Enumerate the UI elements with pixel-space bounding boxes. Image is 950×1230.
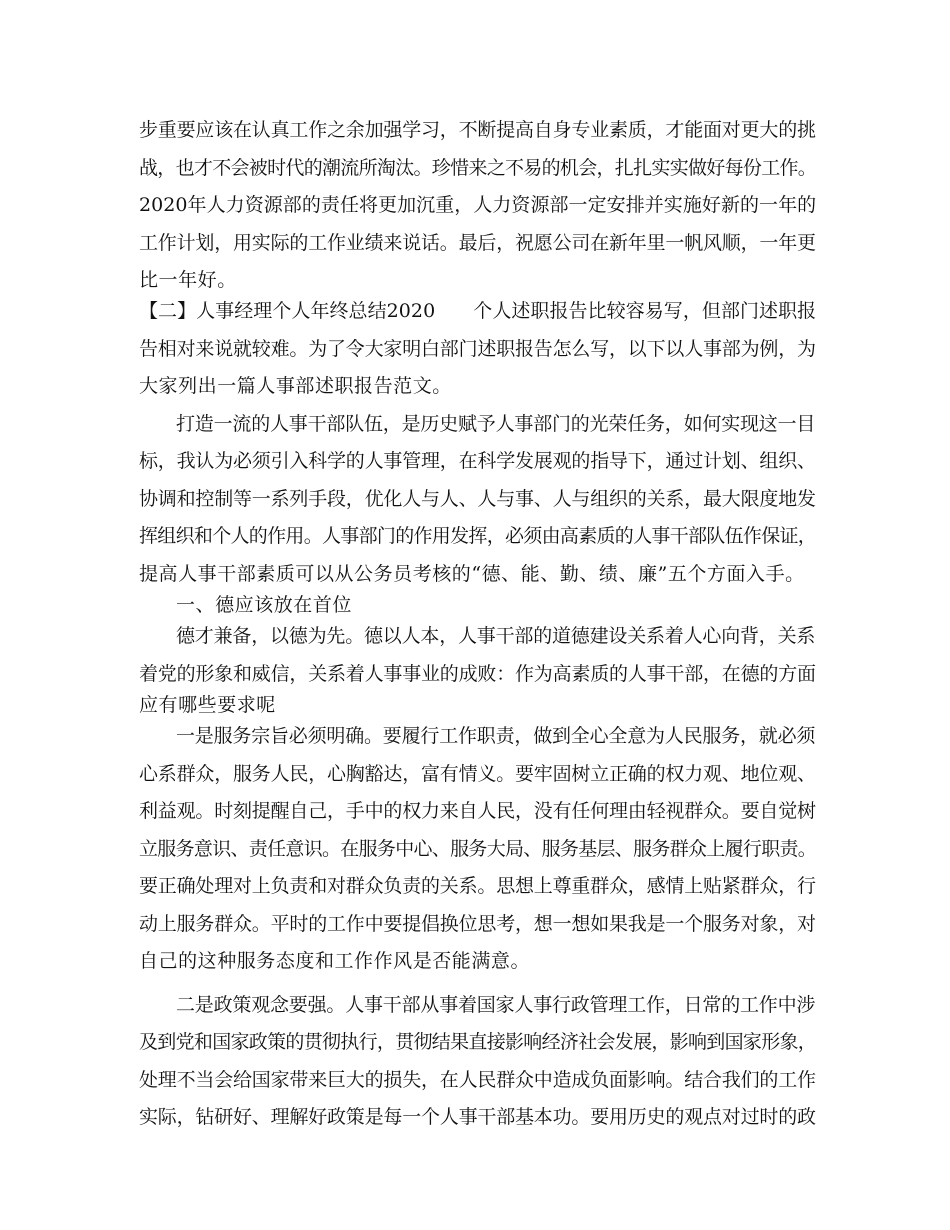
text-line: 大家列出一篇人事部述职报告范文。 xyxy=(139,375,452,397)
text-line: 挥组织和个人的作用。人事部门的作用发挥，必须由高素质的人事干部队伍作保证， xyxy=(139,525,817,547)
text-line: 比一年好。 xyxy=(139,269,237,291)
text-line: 工作计划，用实际的工作业绩来说话。最后，祝愿公司在新年里一帆风顺，一年更 xyxy=(139,232,816,254)
text-line: 自己的这种服务态度和工作作风是否能满意。 xyxy=(139,950,531,972)
text-line: 标，我认为必须引入科学的人事管理，在科学发展观的指导下，通过计划、组织、 xyxy=(139,450,816,472)
text-line: 动上服务群众。平时的工作中要提倡换位思考，想一想如果我是一个服务对象，对 xyxy=(139,913,816,935)
text-line: 处理不当会给国家带来巨大的损失，在人民群众中造成负面影响。结合我们的工作 xyxy=(139,1069,816,1091)
text-line: 2020年人力资源部的责任将更加沉重，人力资源部一定安排并实施好新的一年的 xyxy=(139,194,817,216)
paragraph-start-line: 二是政策观念要强。人事干部从事着国家人事行政管理工作，日常的工作中涉 xyxy=(176,994,816,1016)
paragraph-start-line: 打造一流的人事干部队伍，是历史赋予人事部门的光荣任务，如何实现这一目 xyxy=(176,413,816,435)
text-line: 着党的形象和威信，关系着人事事业的成败：作为高素质的人事干部，在德的方面 xyxy=(139,663,816,685)
subheading-line: 一、德应该放在首位 xyxy=(176,594,352,616)
section-heading-line: 【二】人事经理个人年终总结2020 个人述职报告比较容易写，但部门述职报 xyxy=(139,300,817,322)
text-line: 要正确处理对上负责和对群众负责的关系。思想上尊重群众，感情上贴紧群众，行 xyxy=(139,875,816,897)
text-line: 及到党和国家政策的贯彻执行，贯彻结果直接影响经济社会发展，影响到国家形象， xyxy=(139,1031,817,1053)
text-line: 利益观。时刻提醒自己，手中的权力来自人民，没有任何理由轻视群众。要自觉树 xyxy=(139,800,816,822)
text-line: 提高人事干部素质可以从公务员考核的“德、能、勤、绩、廉”五个方面入手。 xyxy=(139,563,805,585)
text-line: 战，也才不会被时代的潮流所淘汰。珍惜来之不易的机会，扎扎实实做好每份工作。 xyxy=(139,157,817,179)
text-line: 实际，钻研好、理解好政策是每一个人事干部基本功。要用历史的观点对过时的政 xyxy=(139,1106,816,1128)
text-line: 告相对来说就较难。为了令大家明白部门述职报告怎么写，以下以人事部为例，为 xyxy=(139,338,816,360)
text-line: 心系群众，服务人民，心胸豁达，富有情义。要牢固树立正确的权力观、地位观、 xyxy=(139,763,816,785)
text-line: 立服务意识、责任意识。在服务中心、服务大局、服务基层、服务群众上履行职责。 xyxy=(139,838,817,860)
paragraph-start-line: 德才兼备，以德为先。德以人本，人事干部的道德建设关系着人心向背，关系 xyxy=(176,625,816,647)
text-line: 应有哪些要求呢 xyxy=(139,694,276,716)
text-line: 步重要应该在认真工作之余加强学习，不断提高自身专业素质，才能面对更大的挑 xyxy=(139,119,816,141)
text-line: 协调和控制等一系列手段，优化人与人、人与事、人与组织的关系，最大限度地发 xyxy=(139,488,816,510)
paragraph-start-line: 一是服务宗旨必须明确。要履行工作职责，做到全心全意为人民服务，就必须 xyxy=(176,725,816,747)
